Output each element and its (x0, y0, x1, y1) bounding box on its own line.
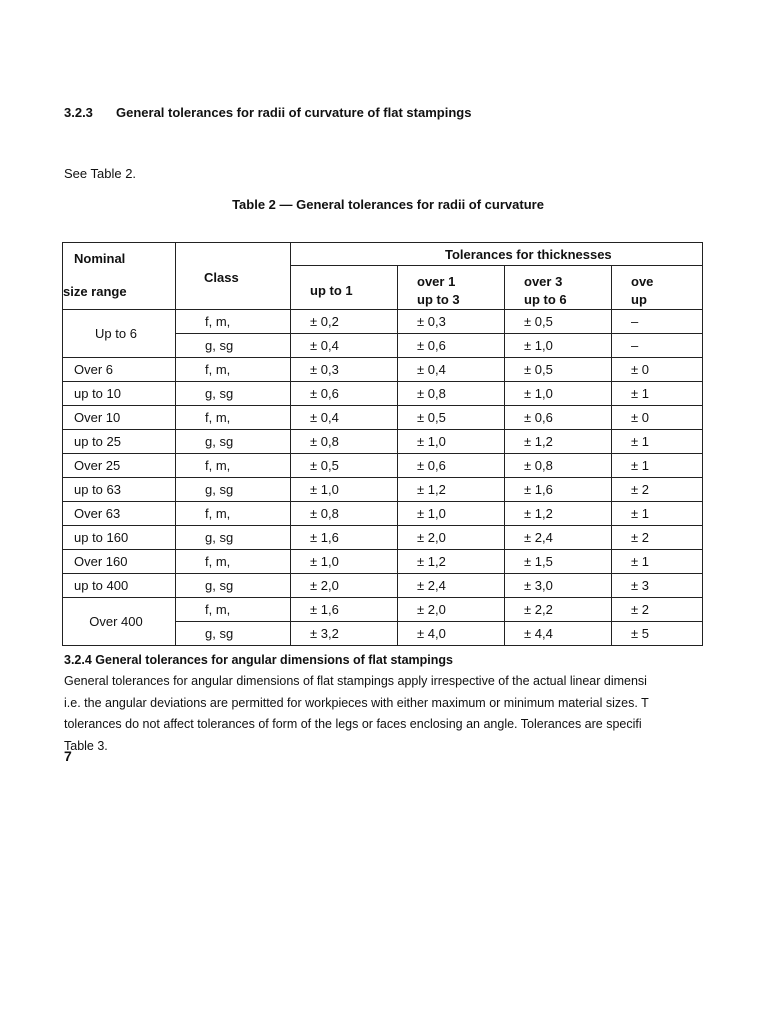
tolerance-value-cell: ± 2,2 (505, 598, 612, 622)
tolerance-value-cell: ± 2 (612, 526, 703, 550)
nominal-size-cell: Over 10 (63, 406, 176, 430)
nominal-size-cell: Over 160 (63, 550, 176, 574)
tolerance-value-cell: ± 0 (612, 358, 703, 382)
nominal-size-cell: Over 6 (63, 358, 176, 382)
header-col3-line2: up to 6 (524, 292, 567, 307)
header-over3-upto6 (505, 266, 612, 310)
header-col4-line2: up (631, 292, 647, 307)
class-cell: g, sg (176, 382, 291, 406)
tolerance-value-cell: ± 1,0 (398, 430, 505, 454)
table-caption: Table 2 — General tolerances for radii of curvature (232, 197, 544, 212)
tolerance-value-cell: ± 0,3 (291, 358, 398, 382)
tolerance-value-cell: ± 0,5 (505, 358, 612, 382)
tolerance-value-cell: – (612, 310, 703, 334)
header-class-label: Class (204, 270, 239, 285)
class-cell: f, m, (176, 550, 291, 574)
tolerance-value-cell: ± 2,4 (398, 574, 505, 598)
table-row (63, 430, 703, 454)
tolerance-value-cell: – (612, 334, 703, 358)
class-cell: g, sg (176, 430, 291, 454)
tolerance-value-cell: ± 0,8 (505, 454, 612, 478)
header-col1-label: up to 1 (310, 283, 353, 298)
tolerance-value-cell: ± 1,6 (291, 526, 398, 550)
nominal-size-cell: Over 400 (63, 598, 176, 646)
header-col3-line1: over 3 (524, 274, 563, 289)
header-up-to-1 (291, 266, 398, 310)
tolerance-value-cell: ± 1 (612, 550, 703, 574)
tolerance-value-cell: ± 3,0 (505, 574, 612, 598)
tolerance-value-cell: ± 0,8 (398, 382, 505, 406)
table-row (63, 310, 703, 334)
tolerance-value-cell: ± 1 (612, 502, 703, 526)
header-col4-line1: ove (631, 274, 654, 289)
header-nominal-line2: size range (63, 284, 127, 299)
tolerance-value-cell: ± 0,5 (398, 406, 505, 430)
class-cell: f, m, (176, 454, 291, 478)
class-cell: g, sg (176, 574, 291, 598)
tolerance-value-cell: ± 2 (612, 478, 703, 502)
tolerance-value-cell: ± 0,6 (505, 406, 612, 430)
tolerance-value-cell: ± 5 (612, 622, 703, 646)
header-over6 (612, 266, 703, 310)
tolerance-value-cell: ± 1,0 (505, 334, 612, 358)
nominal-size-cell: up to 25 (63, 430, 176, 454)
tolerance-value-cell: ± 3,2 (291, 622, 398, 646)
tolerance-value-cell: ± 1,0 (291, 550, 398, 574)
table-row (63, 406, 703, 430)
tolerance-value-cell: ± 4,4 (505, 622, 612, 646)
tolerance-value-cell: ± 0,6 (398, 454, 505, 478)
section-number: 3.2.3 (64, 105, 93, 120)
nominal-size-cell: up to 63 (63, 478, 176, 502)
tolerance-value-cell: ± 0 (612, 406, 703, 430)
tolerance-table (62, 242, 703, 646)
header-over1-upto3 (398, 266, 505, 310)
nominal-size-cell: up to 10 (63, 382, 176, 406)
class-cell: g, sg (176, 334, 291, 358)
tolerance-value-cell: ± 1,2 (398, 550, 505, 574)
tolerance-value-cell: ± 0,5 (291, 454, 398, 478)
table-row (63, 526, 703, 550)
tolerance-value-cell: ± 2,0 (291, 574, 398, 598)
tolerance-value-cell: ± 1 (612, 454, 703, 478)
tolerance-value-cell: ± 1,2 (398, 478, 505, 502)
header-col2-line1: over 1 (417, 274, 456, 289)
table-row (63, 478, 703, 502)
nominal-size-cell: up to 400 (63, 574, 176, 598)
tolerance-value-cell: ± 1 (612, 382, 703, 406)
table-row (63, 358, 703, 382)
header-col2-line2: up to 3 (417, 292, 460, 307)
table-row (63, 598, 703, 622)
section-title: General tolerances for radii of curvature of flat stampings (116, 105, 472, 120)
table-row (63, 454, 703, 478)
class-cell: f, m, (176, 406, 291, 430)
tolerance-value-cell: ± 1,6 (291, 598, 398, 622)
table-row (63, 550, 703, 574)
tolerance-table-container (62, 242, 654, 652)
nominal-size-cell: Over 63 (63, 502, 176, 526)
table-reference-text: See Table 2. (64, 166, 137, 181)
table-row (63, 574, 703, 598)
tolerance-value-cell: ± 1,5 (505, 550, 612, 574)
nominal-size-cell: Over 25 (63, 454, 176, 478)
paragraph-line: tolerances do not affect tolerances of form of the legs or faces enclosing an angle. Tolerances are specifi (64, 717, 642, 731)
tolerance-value-cell: ± 2 (612, 598, 703, 622)
tolerance-value-cell: ± 0,8 (291, 502, 398, 526)
page-number: 7 (64, 748, 72, 764)
tolerance-value-cell: ± 0,2 (291, 310, 398, 334)
tolerance-value-cell: ± 2,0 (398, 598, 505, 622)
tolerance-value-cell: ± 1,2 (505, 502, 612, 526)
paragraph-line: General tolerances for angular dimensions of flat stampings apply irrespective of the actual linear dimensi (64, 674, 647, 688)
table-row (63, 382, 703, 406)
nominal-size-cell: Up to 6 (63, 310, 176, 358)
class-cell: f, m, (176, 310, 291, 334)
header-tolerances: Tolerances for thicknesses (291, 243, 703, 266)
tolerance-value-cell: ± 0,4 (291, 406, 398, 430)
class-cell: g, sg (176, 478, 291, 502)
tolerance-value-cell: ± 0,3 (398, 310, 505, 334)
tolerance-value-cell: ± 1 (612, 430, 703, 454)
class-cell: f, m, (176, 502, 291, 526)
tolerance-value-cell: ± 4,0 (398, 622, 505, 646)
class-cell: g, sg (176, 526, 291, 550)
tolerance-value-cell: ± 0,6 (291, 382, 398, 406)
class-cell: f, m, (176, 358, 291, 382)
tolerance-value-cell: ± 1,2 (505, 430, 612, 454)
paragraph-line: i.e. the angular deviations are permitted for workpieces with either maximum or minimum material sizes. T (64, 695, 649, 710)
tolerance-value-cell: ± 1,6 (505, 478, 612, 502)
tolerance-value-cell: ± 0,4 (291, 334, 398, 358)
section-324-heading: 3.2.4 General tolerances for angular dimensions of flat stampings (64, 653, 453, 667)
tolerance-value-cell: ± 0,5 (505, 310, 612, 334)
tolerance-value-cell: ± 1,0 (291, 478, 398, 502)
table-row (63, 502, 703, 526)
nominal-size-cell: up to 160 (63, 526, 176, 550)
tolerance-value-cell: ± 0,6 (398, 334, 505, 358)
tolerance-value-cell: ± 2,4 (505, 526, 612, 550)
paragraph-line: Table 3. (64, 738, 108, 753)
tolerance-value-cell: ± 1,0 (505, 382, 612, 406)
class-cell: g, sg (176, 622, 291, 646)
tolerance-value-cell: ± 1,0 (398, 502, 505, 526)
class-cell: f, m, (176, 598, 291, 622)
header-nominal-size-range (63, 243, 176, 310)
tolerance-value-cell: ± 0,4 (398, 358, 505, 382)
header-nominal-line1: Nominal (74, 251, 126, 266)
tolerance-value-cell: ± 3 (612, 574, 703, 598)
tolerance-value-cell: ± 0,8 (291, 430, 398, 454)
tolerance-value-cell: ± 2,0 (398, 526, 505, 550)
header-class (176, 243, 291, 310)
section-324-paragraph (64, 671, 650, 757)
